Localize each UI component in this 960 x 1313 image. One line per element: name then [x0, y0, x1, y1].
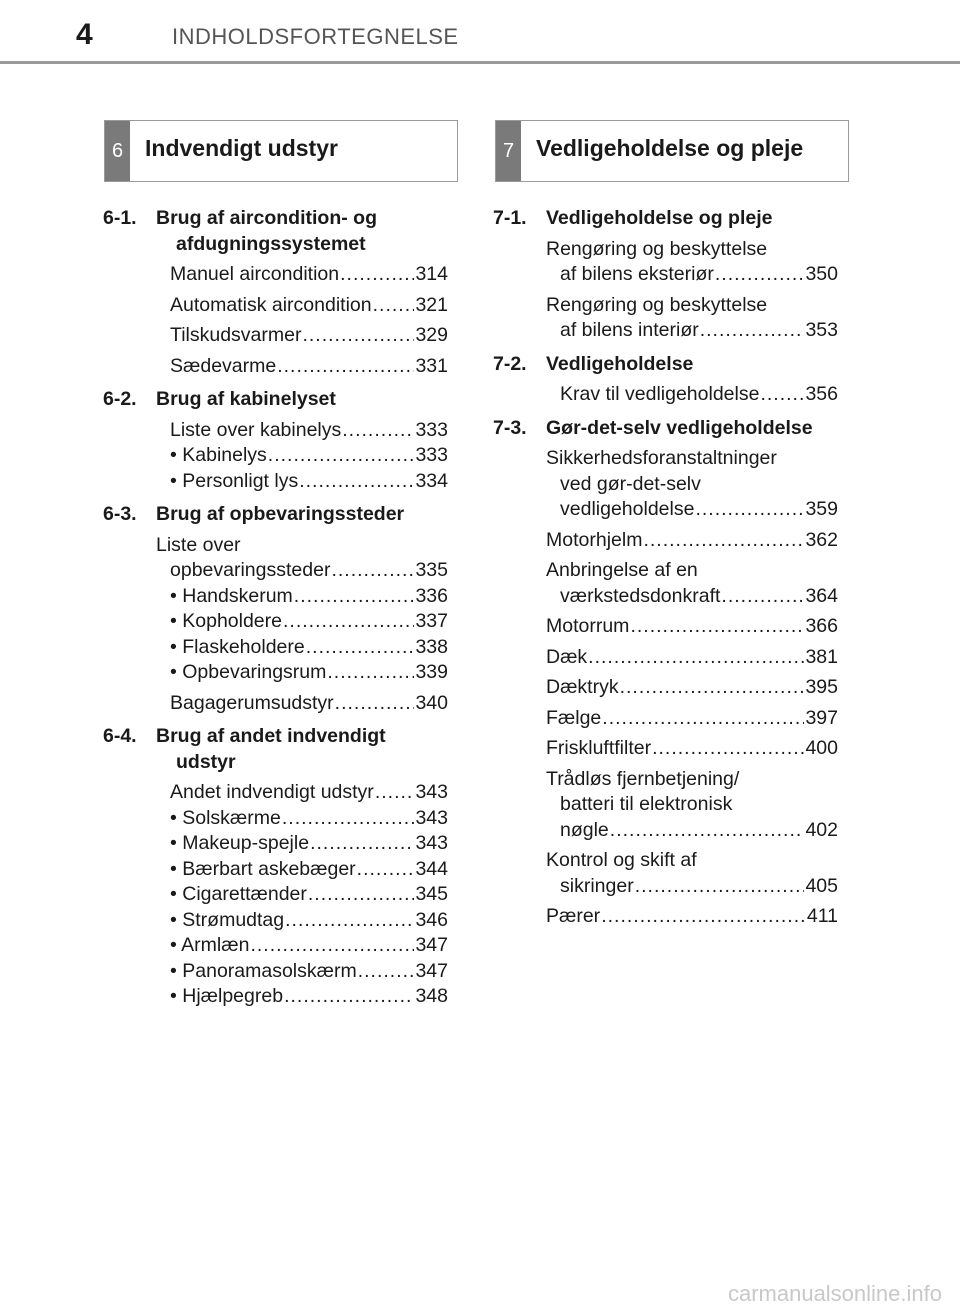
- toc-entry[interactable]: [546, 558, 838, 609]
- toc-subentry[interactable]: [170, 635, 448, 661]
- entry-label: • Strømudtag: [170, 908, 285, 931]
- page-ref: 334: [415, 469, 448, 492]
- page-ref: 343: [415, 832, 448, 854]
- dot-leader: [277, 354, 414, 380]
- entry-label: • Handskerum: [170, 584, 293, 607]
- entry-label: • Kabinelys: [170, 444, 267, 466]
- toc-subentry[interactable]: [170, 469, 448, 495]
- dot-leader: [373, 293, 415, 319]
- entry-label: Krav til vedligeholdelse: [560, 383, 760, 405]
- toc-entry[interactable]: [156, 354, 448, 380]
- entry-label: • Personligt lys: [170, 469, 299, 492]
- toc-subentry[interactable]: [170, 806, 448, 832]
- entry-label: Manuel aircondition: [170, 263, 340, 285]
- toc-subentry[interactable]: [170, 831, 448, 857]
- dot-leader: [760, 382, 804, 408]
- entry-label-line: batteri til elektronisk: [560, 793, 733, 815]
- entry-label: • Hjælpegreb: [170, 985, 284, 1007]
- entry-label: Dæk: [546, 645, 588, 668]
- page-ref: 333: [415, 444, 448, 466]
- entry-label: nøgle: [560, 818, 609, 841]
- section-title: Indvendigt udstyr: [145, 135, 338, 161]
- page-ref: 335: [415, 559, 448, 581]
- chapter-title: Gør-det-selv vedligeholdelse: [546, 416, 813, 439]
- dot-leader: [335, 691, 415, 717]
- page-ref: 343: [415, 806, 448, 829]
- entry-label: værkstedsdonkraft: [560, 584, 721, 607]
- dot-leader: [588, 645, 804, 671]
- entry-label: • Cigarettænder: [170, 883, 307, 905]
- toc-entry[interactable]: [156, 293, 448, 319]
- chapter-title: Brug af kabinelyset: [156, 388, 336, 410]
- chapter-heading[interactable]: [493, 416, 838, 442]
- page-ref: 336: [415, 584, 448, 607]
- dot-leader: [700, 318, 805, 344]
- page-ref: 340: [415, 691, 448, 714]
- page-ref: 381: [805, 645, 838, 668]
- page-ref: 343: [415, 781, 448, 803]
- dot-leader: [601, 904, 806, 930]
- chapter-number: 6-4.: [103, 725, 137, 747]
- page-ref: 321: [415, 293, 448, 316]
- toc-entry[interactable]: [546, 767, 838, 844]
- toc-entry[interactable]: [546, 614, 838, 640]
- chapter-heading[interactable]: [103, 724, 448, 775]
- toc-subentry[interactable]: [170, 959, 448, 985]
- watermark: carmanualsonline.info: [727, 1281, 942, 1306]
- toc-subentry[interactable]: [170, 908, 448, 934]
- chapter-title: Brug af andet indvendigt udstyr: [156, 725, 386, 773]
- chapter-number: 6-3.: [103, 503, 137, 525]
- toc-subentry[interactable]: [170, 933, 448, 959]
- entry-label: Andet indvendigt udstyr: [170, 781, 374, 803]
- entry-label: Automatisk aircondition: [170, 293, 372, 316]
- entry-label: • Flaskeholdere: [170, 635, 305, 658]
- toc-subentry[interactable]: [170, 584, 448, 610]
- entry-label: Tilskudsvarmer: [170, 324, 302, 346]
- entry-label: Pærer: [546, 905, 601, 927]
- dot-leader: [721, 584, 804, 610]
- page-ref: 329: [415, 324, 448, 346]
- toc-entry[interactable]: [156, 418, 448, 444]
- page-number: 4: [76, 18, 93, 51]
- page-ref: 339: [415, 661, 448, 683]
- page-ref: 333: [415, 418, 448, 441]
- toc-entry[interactable]: [546, 848, 838, 899]
- toc-entry[interactable]: [546, 237, 838, 288]
- dot-leader: [294, 584, 415, 610]
- entry-label: Sædevarme: [170, 354, 277, 377]
- page-ref: 411: [806, 905, 838, 927]
- entry-label: af bilens interiør: [560, 319, 699, 341]
- entry-label: Motorrum: [546, 615, 630, 637]
- page-ref: 397: [805, 706, 838, 729]
- chapter-number: 6-2.: [103, 388, 137, 410]
- header-divider: [0, 61, 960, 64]
- page-ref: 366: [805, 615, 838, 637]
- entry-label: sikringer: [560, 874, 634, 897]
- toc-entry[interactable]: [546, 675, 838, 701]
- entry-label-line: ved gør-det-selv: [560, 472, 701, 495]
- dot-leader: [358, 959, 415, 985]
- chapter-number: 7-1.: [493, 207, 527, 229]
- dot-leader: [282, 806, 415, 832]
- toc-entry[interactable]: [546, 904, 838, 930]
- entry-label-line: Trådløs fjernbetjening/: [546, 767, 740, 790]
- page-ref: 364: [805, 584, 838, 607]
- section-number-tab: 6: [105, 121, 130, 181]
- chapter-title: Brug af opbevaringssteder: [156, 503, 405, 525]
- chapter-heading[interactable]: [493, 352, 838, 378]
- entry-label: vedligeholdelse: [560, 498, 695, 520]
- entry-label: • Kopholdere: [170, 610, 282, 632]
- chapter-heading[interactable]: [493, 206, 838, 232]
- chapter-heading[interactable]: [103, 387, 448, 413]
- dot-leader: [635, 874, 805, 900]
- page-ref: 314: [415, 263, 448, 285]
- section-heading-6: [104, 120, 458, 182]
- page-ref: 405: [805, 874, 838, 897]
- toc-subentry[interactable]: [170, 882, 448, 908]
- entry-label: • Makeup-spejle: [170, 832, 310, 854]
- page-ref: 350: [805, 263, 838, 285]
- section-title: Vedligeholdelse og pleje: [536, 135, 804, 161]
- page-ref: 337: [415, 610, 448, 632]
- entry-label: Bagagerumsudstyr: [170, 691, 334, 714]
- page-ref: 362: [805, 528, 838, 551]
- page-ref: 347: [415, 959, 448, 982]
- page-ref: 395: [805, 676, 838, 698]
- page-ref: 402: [805, 818, 838, 841]
- dot-leader: [695, 497, 804, 523]
- chapter-number: 7-3.: [493, 416, 527, 439]
- page-ref: 359: [805, 498, 838, 520]
- dot-leader: [602, 706, 804, 732]
- page-ref: 348: [415, 985, 448, 1007]
- toc-entry[interactable]: [546, 706, 838, 732]
- dot-leader: [331, 558, 414, 584]
- chapter-number: 7-2.: [493, 352, 527, 375]
- entry-label: • Opbevaringsrum: [170, 661, 327, 683]
- toc-entry[interactable]: [546, 446, 838, 523]
- entry-label: • Armlæn: [170, 934, 250, 956]
- dot-leader: [620, 675, 805, 701]
- toc-entry[interactable]: [546, 293, 838, 344]
- dot-leader: [283, 609, 414, 635]
- page-header: [0, 0, 960, 70]
- toc-subentry[interactable]: [170, 443, 448, 469]
- page-ref: 345: [415, 883, 448, 905]
- toc-entry[interactable]: [546, 382, 838, 408]
- dot-leader: [302, 323, 414, 349]
- entry-label-line: Sikkerhedsforanstaltninger: [546, 447, 777, 469]
- section-number-tab: 7: [496, 121, 521, 181]
- entry-label: opbevaringssteder: [170, 559, 331, 581]
- page-ref: 356: [805, 383, 838, 405]
- toc-entry[interactable]: [156, 533, 448, 584]
- toc-column-left: [103, 206, 448, 1010]
- dot-leader: [310, 831, 414, 857]
- section-heading-7: [495, 120, 849, 182]
- chapter-heading[interactable]: [103, 206, 448, 257]
- toc-subentry[interactable]: [170, 984, 448, 1010]
- page-ref: 331: [415, 354, 448, 377]
- entry-label-line: Rengøring og beskyttelse: [546, 293, 768, 316]
- chapter-title: Vedligeholdelse og pleje: [546, 207, 773, 229]
- dot-leader: [250, 933, 414, 959]
- page-ref: 338: [415, 635, 448, 658]
- toc-entry[interactable]: [156, 262, 448, 288]
- entry-label: Liste over kabinelys: [170, 418, 342, 441]
- entry-label: • Bærbart askebæger: [170, 857, 356, 880]
- entry-label: Friskluftfilter: [546, 737, 652, 759]
- dot-leader: [357, 857, 415, 883]
- entry-label-line: Rengøring og beskyttelse: [546, 237, 768, 260]
- dot-leader: [610, 818, 805, 844]
- entry-label-line: Liste over: [156, 533, 241, 556]
- chapter-title: Vedligeholdelse: [546, 352, 694, 375]
- dot-leader: [327, 660, 414, 686]
- page-ref: 346: [415, 908, 448, 931]
- chapter-number: 6-1.: [103, 207, 137, 229]
- toc-entry[interactable]: [546, 645, 838, 671]
- chapter-heading[interactable]: [103, 502, 448, 528]
- dot-leader: [652, 736, 804, 762]
- dot-leader: [268, 443, 415, 469]
- dot-leader: [630, 614, 804, 640]
- toc-column-right: [493, 206, 838, 930]
- toc-entry[interactable]: [156, 780, 448, 806]
- dot-leader: [285, 908, 414, 934]
- dot-leader: [340, 262, 414, 288]
- toc-entry[interactable]: [546, 528, 838, 554]
- dot-leader: [715, 262, 805, 288]
- dot-leader: [342, 418, 414, 444]
- toc-subentry[interactable]: [170, 660, 448, 686]
- entry-label: • Solskærme: [170, 806, 281, 829]
- page-ref: 347: [415, 934, 448, 956]
- page-ref: 400: [805, 737, 838, 759]
- entry-label: af bilens eksteriør: [560, 263, 714, 285]
- toc-entry[interactable]: [156, 691, 448, 717]
- page-ref: 353: [805, 319, 838, 341]
- toc-subentry[interactable]: [170, 609, 448, 635]
- header-title: INDHOLDSFORTEGNELSE: [172, 24, 459, 49]
- dot-leader: [306, 635, 415, 661]
- dot-leader: [375, 780, 415, 806]
- entry-label: Motorhjelm: [546, 528, 643, 551]
- entry-label: Fælge: [546, 706, 602, 729]
- toc-entry[interactable]: [546, 736, 838, 762]
- dot-leader: [643, 528, 804, 554]
- dot-leader: [299, 469, 414, 495]
- page-ref: 344: [415, 857, 448, 880]
- dot-leader: [308, 882, 415, 908]
- toc-entry[interactable]: [156, 323, 448, 349]
- toc-subentry[interactable]: [170, 857, 448, 883]
- chapter-title: Brug af aircondition- og afdugningssystemet: [156, 207, 377, 255]
- entry-label-line: Kontrol og skift af: [546, 849, 697, 871]
- entry-label: • Panoramasolskærm: [170, 959, 357, 982]
- dot-leader: [284, 984, 414, 1010]
- entry-label: Dæktryk: [546, 676, 619, 698]
- entry-label-line: Anbringelse af en: [546, 559, 698, 581]
